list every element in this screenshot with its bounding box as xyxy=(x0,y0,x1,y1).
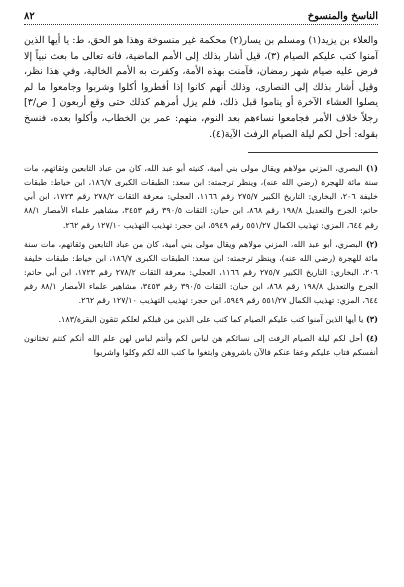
footnote-text: أحل لكم ليلة الصيام الرفث إلى نسائكم هن لباس لكم وأنتم لباس لهن علم الله أنكم كنتم تختانون أنفسكم فتاب عليكم وعفا عنكم فالآن باشروهن وابتغوا ما كتب الله لكم وكلوا واشربوا xyxy=(24,333,378,358)
footnote-number: (١) xyxy=(365,163,378,174)
footnote xyxy=(24,312,378,326)
footnote-number: (٤) xyxy=(365,333,378,344)
main-text xyxy=(24,33,378,142)
running-header xyxy=(24,8,378,25)
footnote-text: يا أيها الذين آمنوا كتب عليكم الصيام كما كتب على الذين من قبلكم لعلكم تتقون البقرة/١٨٣. xyxy=(58,314,364,325)
footnotes xyxy=(24,161,378,359)
running-title: الناسخ والمنسوخ xyxy=(307,11,378,22)
footnote-number: (٣) xyxy=(365,314,378,325)
footnote xyxy=(24,331,378,359)
footnote-separator xyxy=(248,152,378,153)
footnote-number: (٢) xyxy=(365,238,378,249)
main-paragraph: والعلاء بن يزيد(١) ومسلم بن يسار(٢) محكمة غير منسوخة وهذا هو الحق، ط: يا أيها الذين آمنوا كتب عليكم الصيام (٣)، قيل أشار بذلك إلى الأمم الماضية، فانه تعالى ما بعث نبياً إلا فرض عليه صيام شهر رمضان، فآمنت بهذه الأمة، وكفرت به الأمم الخالية، وفي هذا نظر، وقيل أشار بذلك إلى النصارى، وذلك أنهم كانوا إذا أفطروا أكلوا وشربوا وجامعوا ما لم يصلوا العشاء الآخرة أو يناموا قبل ذلك، فلم يزل أمرهم كذلك حتى وقع أربعون [ ص/٣] رجلاً خلاف الأمر فجامعوا نساءهم بعد النوم، منهم: عمر بن الخطاب، وأكلوا بعده، فنسخ بقوله: أحل لكم ليلة الصيام الرفث الآية(٤). xyxy=(24,35,378,140)
footnote xyxy=(24,161,378,231)
footnote-text: البصري، المزني مولاهم ويقال مولى بني أمية، كنيته أبو عبد الله، كان من عباد التابعين وثقاتهم، مات سنة مائة للهجرة (رضي الله عنه)، وينظر ترجمته: ابن سعد: الطبقات الكبرى ١٨٦/٧، ابن خياط: طبقات خليفة ٢٠٦، البخاري: التاريخ الكبير ٢٧٥/٧ رقم ١١٦٦، العجلي: معرفة الثقات ٢٧٨/٢ رقم ١٧٢٣، ابن أبي حاتم: الجرح والتعديل ١٩٨/٨ رقم ٨٦٨، ابن حبان: الثقات ٣٩٠/٥ رقم ٣٤٥٣، مشاهير علماء الأمصار ٨٨/١ رقم ٦٤٤، المزي: تهذيب الكمال ٥٥١/٢٧ رقم ٥٩٤٩، ابن حجر: تهذيب التهذيب ١٢٧/١٠ رقم ٢٦٢. xyxy=(24,163,379,230)
page-number: ٨٢ xyxy=(24,11,35,22)
footnote xyxy=(24,237,378,307)
footnote-text: البصري، أبو عبد الله، المزني مولاهم ويقال مولى بني أمية، كان من عباد التابعين وثقاتهم، مات سنة مائة للهجرة (رضي الله عنه)، وينظر ترجمته: ابن سعد: الطبقات الكبرى ١٨٦/٧، ابن خياط: طبقات خليفة ٢٠٦، البخاري: التاريخ الكبير ٢٧٥/٧ رقم ١١٦٦، العجلي: معرفة الثقات ٢٧٨/٢ رقم ١٧٢٣، ابن أبي حاتم: الجرح والتعديل ١٩٨/٨ رقم ٨٦٨، ابن حبان: الثقات ٣٩٠/٥ رقم ٣٤٥٣، مشاهير علماء الأمصار ٨٨/١ رقم ٦٤٤، المزي: تهذيب الكمال ٥٥١/٢٧ رقم ٥٩٤٩، ابن حجر: تهذيب التهذيب ١٢٧/١٠ رقم ٢٦٢. xyxy=(24,238,379,305)
